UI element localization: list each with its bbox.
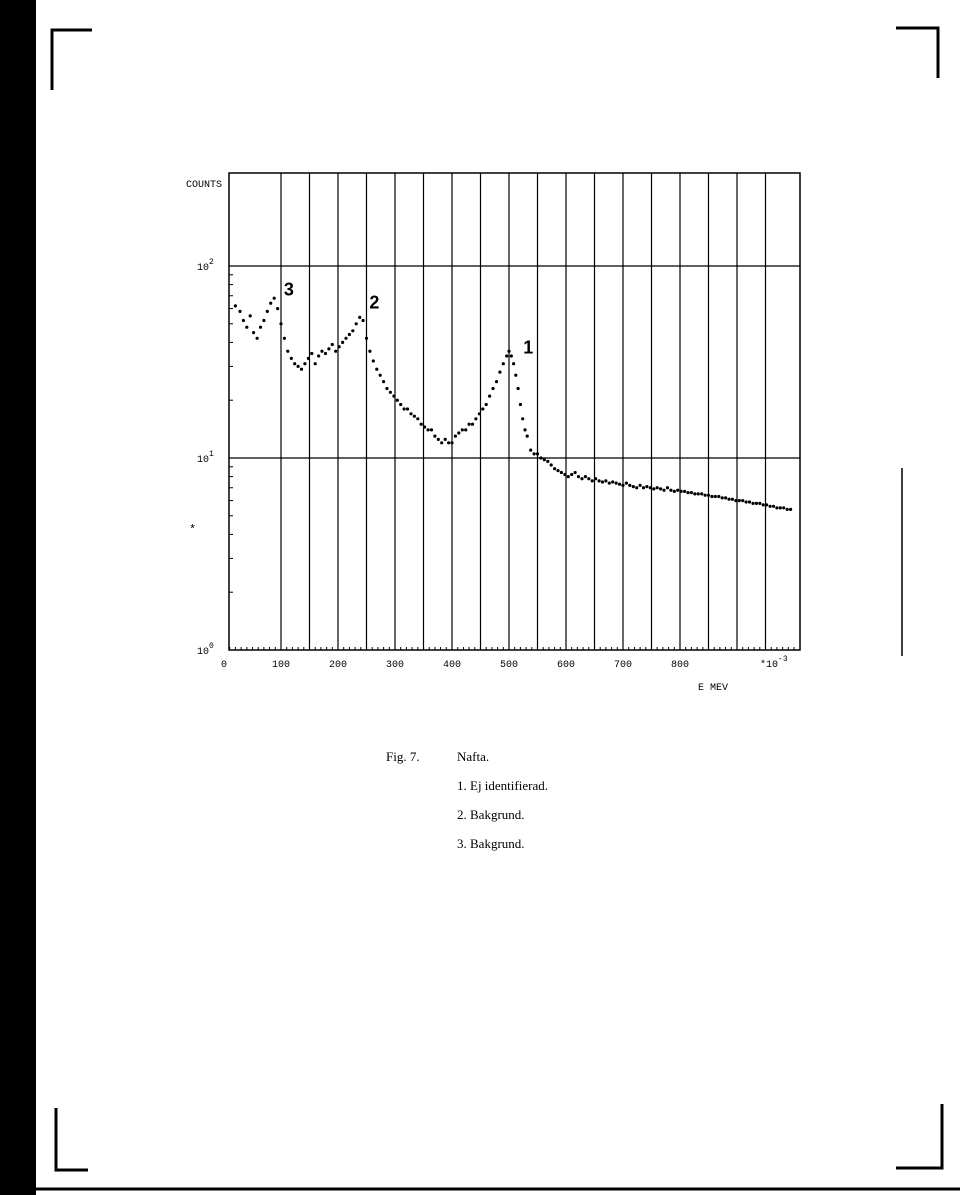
data-point bbox=[269, 302, 272, 305]
data-point bbox=[738, 499, 741, 502]
data-point bbox=[645, 485, 648, 488]
axis-ticks bbox=[197, 258, 794, 671]
data-point bbox=[775, 506, 778, 509]
data-point bbox=[423, 425, 426, 428]
x-tick-label: 200 bbox=[328, 660, 348, 671]
data-point bbox=[632, 485, 635, 488]
y-tick-label bbox=[197, 642, 214, 658]
data-point bbox=[362, 319, 365, 322]
data-point bbox=[420, 423, 423, 426]
x-tick-label: 100 bbox=[271, 660, 291, 671]
data-point bbox=[556, 469, 559, 472]
data-point bbox=[297, 365, 300, 368]
data-point bbox=[365, 337, 368, 340]
data-point bbox=[341, 341, 344, 344]
data-point bbox=[690, 491, 693, 494]
data-point bbox=[615, 482, 618, 485]
data-point bbox=[519, 403, 522, 406]
peak-annotations bbox=[284, 280, 533, 358]
data-point bbox=[444, 438, 447, 441]
data-point bbox=[577, 475, 580, 478]
data-point bbox=[372, 359, 375, 362]
data-point bbox=[303, 362, 306, 365]
data-point bbox=[789, 508, 792, 511]
data-point bbox=[450, 441, 453, 444]
data-point bbox=[748, 500, 751, 503]
y-tick-exponent: 1 bbox=[209, 450, 214, 459]
data-point bbox=[245, 326, 248, 329]
x-tick-label: 800 bbox=[670, 660, 690, 671]
data-point bbox=[502, 362, 505, 365]
data-point bbox=[252, 331, 255, 334]
data-point bbox=[574, 471, 577, 474]
data-point bbox=[662, 489, 665, 492]
data-point bbox=[416, 417, 419, 420]
data-point bbox=[478, 412, 481, 415]
caption-item: 2. Bakgrund. bbox=[457, 807, 525, 822]
data-point bbox=[368, 350, 371, 353]
data-point bbox=[539, 456, 542, 459]
data-point bbox=[782, 506, 785, 509]
data-point bbox=[717, 495, 720, 498]
figure-title: Nafta. bbox=[457, 749, 490, 764]
data-point bbox=[710, 495, 713, 498]
data-point bbox=[521, 417, 524, 420]
data-point bbox=[567, 475, 570, 478]
data-point bbox=[382, 380, 385, 383]
data-point bbox=[468, 423, 471, 426]
data-point bbox=[523, 428, 526, 431]
plot-frame bbox=[229, 173, 800, 650]
data-point bbox=[283, 337, 286, 340]
data-point bbox=[510, 354, 513, 357]
data-point bbox=[628, 484, 631, 487]
data-point bbox=[310, 352, 313, 355]
data-point bbox=[724, 496, 727, 499]
data-point bbox=[396, 399, 399, 402]
data-point bbox=[680, 490, 683, 493]
data-point bbox=[608, 482, 611, 485]
y-tick-base: 10 bbox=[197, 647, 210, 658]
data-point bbox=[256, 337, 259, 340]
data-point bbox=[338, 345, 341, 348]
data-point bbox=[543, 458, 546, 461]
data-point bbox=[560, 471, 563, 474]
star-marker-label: * bbox=[189, 523, 197, 537]
data-point bbox=[276, 307, 279, 310]
grid bbox=[229, 173, 800, 650]
y-axis-label: COUNTS bbox=[186, 180, 223, 191]
data-point bbox=[249, 314, 252, 317]
data-point bbox=[399, 403, 402, 406]
data-point bbox=[293, 362, 296, 365]
data-point bbox=[279, 322, 282, 325]
data-point bbox=[409, 412, 412, 415]
y-tick-label bbox=[197, 450, 214, 466]
data-point bbox=[745, 500, 748, 503]
peak-label: 3 bbox=[283, 279, 294, 300]
data-point bbox=[550, 463, 553, 466]
data-point bbox=[772, 505, 775, 508]
y-tick-base: 10 bbox=[197, 263, 210, 274]
data-point bbox=[765, 503, 768, 506]
crop-mark-bottom-right bbox=[896, 1104, 942, 1168]
data-point bbox=[498, 371, 501, 374]
data-point bbox=[454, 435, 457, 438]
data-point bbox=[512, 362, 515, 365]
data-point bbox=[611, 480, 614, 483]
data-point bbox=[594, 477, 597, 480]
data-point bbox=[437, 438, 440, 441]
data-point bbox=[433, 435, 436, 438]
data-point bbox=[683, 490, 686, 493]
data-point bbox=[461, 428, 464, 431]
data-point bbox=[618, 483, 621, 486]
data-point bbox=[440, 441, 443, 444]
y-tick-base: 10 bbox=[197, 455, 210, 466]
data-point bbox=[427, 428, 430, 431]
data-point bbox=[481, 407, 484, 410]
data-point bbox=[403, 407, 406, 410]
x-tick-label: 600 bbox=[556, 660, 576, 671]
crop-mark-bottom-left bbox=[56, 1108, 88, 1170]
data-point bbox=[700, 492, 703, 495]
data-point bbox=[786, 508, 789, 511]
data-point bbox=[379, 374, 382, 377]
peak-label: 2 bbox=[369, 292, 380, 313]
data-point bbox=[327, 347, 330, 350]
x-multiplier-exponent: -3 bbox=[778, 655, 788, 664]
data-point bbox=[731, 498, 734, 501]
data-point bbox=[392, 395, 395, 398]
data-point bbox=[430, 428, 433, 431]
data-point bbox=[351, 329, 354, 332]
data-point bbox=[471, 423, 474, 426]
data-point bbox=[266, 310, 269, 313]
x-tick-label: 400 bbox=[442, 660, 462, 671]
data-point bbox=[464, 428, 467, 431]
data-point bbox=[686, 491, 689, 494]
axis-labels bbox=[186, 180, 788, 694]
data-point bbox=[639, 484, 642, 487]
data-point bbox=[413, 415, 416, 418]
data-point bbox=[546, 460, 549, 463]
data-point bbox=[474, 417, 477, 420]
data-point bbox=[721, 496, 724, 499]
data-point bbox=[290, 357, 293, 360]
data-point bbox=[642, 486, 645, 489]
data-point bbox=[491, 387, 494, 390]
caption-item: 1. Ej identifierad. bbox=[457, 778, 548, 793]
data-point bbox=[300, 368, 303, 371]
x-multiplier-label bbox=[760, 655, 788, 671]
data-point bbox=[649, 486, 652, 489]
data-point bbox=[621, 484, 624, 487]
data-point bbox=[238, 310, 241, 313]
caption-item: 3. Bakgrund. bbox=[457, 836, 525, 851]
figure-label: Fig. 7. bbox=[386, 749, 420, 764]
data-point bbox=[536, 452, 539, 455]
x-axis-label: E MEV bbox=[698, 683, 729, 694]
data-point bbox=[635, 486, 638, 489]
figure-caption bbox=[386, 742, 548, 858]
data-point bbox=[485, 403, 488, 406]
data-point bbox=[324, 352, 327, 355]
data-point bbox=[604, 479, 607, 482]
data-point bbox=[517, 387, 520, 390]
data-point bbox=[652, 487, 655, 490]
y-tick-label bbox=[197, 258, 214, 274]
x-tick-label: 0 bbox=[220, 660, 228, 671]
data-point bbox=[320, 350, 323, 353]
x-tick-label: 700 bbox=[613, 660, 633, 671]
data-point bbox=[234, 304, 237, 307]
crop-mark-top-left bbox=[52, 30, 92, 90]
data-point bbox=[625, 482, 628, 485]
data-point bbox=[447, 441, 450, 444]
data-point bbox=[601, 480, 604, 483]
data-point bbox=[533, 452, 536, 455]
data-point bbox=[259, 326, 262, 329]
data-point bbox=[676, 489, 679, 492]
data-point bbox=[344, 337, 347, 340]
data-point bbox=[514, 374, 517, 377]
data-point bbox=[314, 362, 317, 365]
data-point bbox=[769, 505, 772, 508]
crop-mark-top-right bbox=[896, 28, 938, 78]
data-point bbox=[734, 499, 737, 502]
data-point bbox=[348, 333, 351, 336]
data-point bbox=[758, 502, 761, 505]
data-point bbox=[666, 486, 669, 489]
data-point bbox=[727, 498, 730, 501]
data-point bbox=[406, 407, 409, 410]
data-point bbox=[673, 490, 676, 493]
data-point bbox=[488, 395, 491, 398]
data-point bbox=[495, 380, 498, 383]
peak-label: 1 bbox=[523, 337, 534, 358]
data-point bbox=[707, 494, 710, 497]
data-point bbox=[669, 489, 672, 492]
data-point bbox=[580, 477, 583, 480]
data-point bbox=[385, 387, 388, 390]
data-point bbox=[704, 494, 707, 497]
data-point bbox=[563, 473, 566, 476]
data-point bbox=[697, 492, 700, 495]
data-point bbox=[598, 479, 601, 482]
data-point bbox=[755, 502, 758, 505]
data-point bbox=[656, 486, 659, 489]
y-tick-exponent: 0 bbox=[209, 642, 214, 651]
x-tick-label: 300 bbox=[385, 660, 405, 671]
data-point bbox=[262, 319, 265, 322]
data-point bbox=[375, 368, 378, 371]
data-point bbox=[389, 391, 392, 394]
data-point bbox=[741, 499, 744, 502]
x-multiplier-base: *10 bbox=[760, 660, 779, 671]
data-point bbox=[358, 316, 361, 319]
data-point bbox=[526, 435, 529, 438]
data-point bbox=[331, 343, 334, 346]
data-point bbox=[457, 431, 460, 434]
data-point bbox=[693, 492, 696, 495]
data-point bbox=[751, 502, 754, 505]
data-point bbox=[570, 473, 573, 476]
data-point bbox=[779, 506, 782, 509]
y-tick-exponent: 2 bbox=[209, 258, 214, 267]
data-point bbox=[286, 350, 289, 353]
data-point bbox=[505, 354, 508, 357]
data-point bbox=[242, 319, 245, 322]
data-point bbox=[529, 449, 532, 452]
data-point bbox=[273, 297, 276, 300]
data-point bbox=[507, 350, 510, 353]
x-tick-label: 500 bbox=[499, 660, 519, 671]
data-point bbox=[334, 350, 337, 353]
data-point bbox=[584, 475, 587, 478]
scan-left-edge bbox=[0, 0, 36, 1195]
data-point bbox=[587, 477, 590, 480]
data-point bbox=[317, 354, 320, 357]
data-point bbox=[591, 479, 594, 482]
data-point bbox=[553, 467, 556, 470]
data-point bbox=[762, 503, 765, 506]
data-point bbox=[355, 322, 358, 325]
data-point bbox=[714, 495, 717, 498]
data-point bbox=[659, 487, 662, 490]
data-point bbox=[307, 357, 310, 360]
